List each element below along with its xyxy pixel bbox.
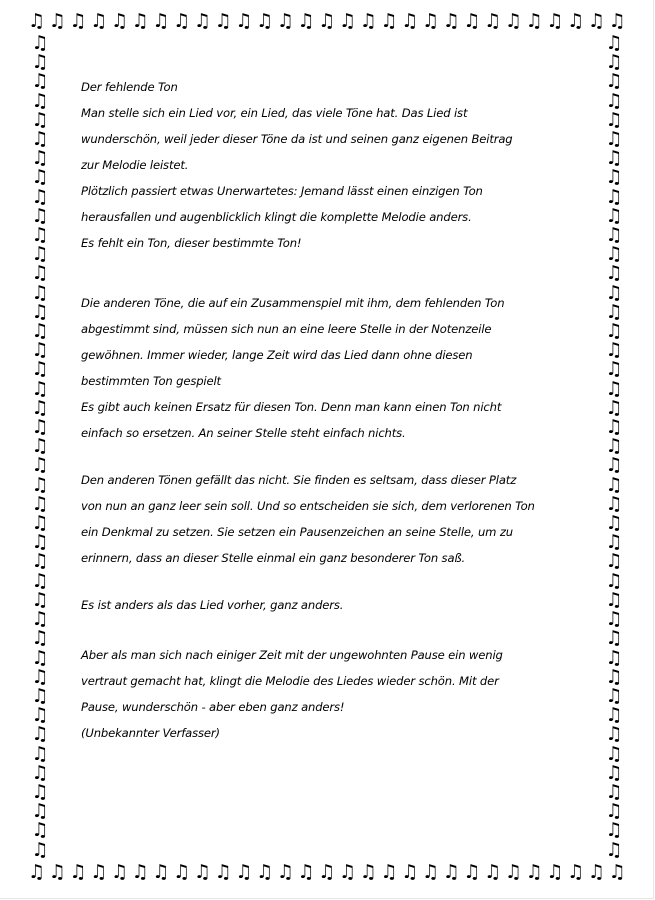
- music-note-icon: ♫: [605, 646, 623, 669]
- music-note-icon: ♫: [605, 377, 623, 400]
- music-note-icon: ♫: [605, 742, 623, 765]
- music-note-icon: ♫: [31, 416, 49, 439]
- music-note-icon: ♫: [31, 377, 49, 400]
- music-note-icon: ♫: [401, 860, 419, 883]
- music-note-icon: ♫: [31, 320, 49, 343]
- music-note-icon: ♫: [31, 34, 49, 54]
- music-note-icon: ♫: [605, 147, 623, 170]
- music-note-icon: ♫: [401, 9, 419, 32]
- paragraph-3: [81, 467, 581, 571]
- music-note-icon: ♫: [31, 185, 49, 208]
- music-note-icon: ♫: [276, 9, 294, 32]
- paragraph-1: [81, 100, 581, 256]
- music-note-icon: ♫: [605, 723, 623, 746]
- text-line: Pause, wunderschön - aber eben ganz anders!: [81, 700, 345, 714]
- music-note-icon: ♫: [339, 9, 357, 32]
- text-line: wunderschön, weil jeder dieser Töne da ist und seinen ganz eigenen Beitrag: [81, 132, 513, 146]
- text-line: Die anderen Töne, die auf ein Zusammenspiel mit ihm, dem fehlenden Ton: [81, 296, 505, 310]
- music-note-icon: ♫: [152, 860, 170, 883]
- music-note-icon: ♫: [173, 9, 191, 32]
- music-note-icon: ♫: [318, 9, 336, 32]
- music-note-icon: ♫: [605, 800, 623, 823]
- music-note-icon: ♫: [31, 550, 49, 573]
- music-note-icon: ♫: [297, 860, 315, 883]
- music-note-icon: ♫: [31, 684, 49, 707]
- music-note-icon: ♫: [31, 838, 49, 860]
- text-line: herausfallen und augenblicklich klingt die komplette Melodie anders.: [81, 210, 472, 224]
- border-top: [28, 9, 626, 33]
- music-note-icon: ♫: [605, 224, 623, 247]
- music-note-icon: ♫: [31, 339, 49, 362]
- border-bottom: [28, 860, 626, 884]
- music-note-icon: ♫: [421, 9, 439, 32]
- music-note-icon: ♫: [605, 396, 623, 419]
- music-note-icon: ♫: [152, 9, 170, 32]
- music-note-icon: ♫: [484, 860, 502, 883]
- music-note-icon: ♫: [214, 860, 232, 883]
- music-note-icon: ♫: [193, 9, 211, 32]
- text-line: bestimmten Ton gespielt: [81, 374, 221, 388]
- paragraph-2: [81, 290, 581, 446]
- border-right: [602, 34, 626, 860]
- music-note-icon: ♫: [608, 860, 626, 883]
- music-note-icon: ♫: [31, 780, 49, 803]
- music-note-icon: ♫: [31, 358, 49, 381]
- music-note-icon: ♫: [235, 9, 253, 32]
- music-note-icon: ♫: [605, 34, 623, 54]
- document-body: [81, 74, 581, 746]
- music-note-icon: ♫: [131, 9, 149, 32]
- music-note-icon: ♫: [605, 550, 623, 573]
- music-note-icon: ♫: [69, 860, 87, 883]
- music-note-icon: ♫: [605, 262, 623, 285]
- music-note-icon: ♫: [605, 416, 623, 439]
- music-note-icon: ♫: [31, 224, 49, 247]
- music-note-icon: ♫: [339, 860, 357, 883]
- music-note-icon: ♫: [605, 608, 623, 631]
- music-note-icon: ♫: [31, 588, 49, 611]
- music-note-icon: ♫: [605, 89, 623, 112]
- music-note-icon: ♫: [380, 9, 398, 32]
- music-note-icon: ♫: [31, 204, 49, 227]
- music-note-icon: ♫: [463, 860, 481, 883]
- music-note-icon: ♫: [131, 860, 149, 883]
- text-line: Es ist anders als das Lied vorher, ganz anders.: [81, 598, 344, 612]
- music-note-icon: ♫: [173, 860, 191, 883]
- music-note-icon: ♫: [31, 473, 49, 496]
- music-note-icon: ♫: [31, 51, 49, 74]
- text-line: von nun an ganz leer sein soll. Und so entscheiden sie sich, dem verlorenen Ton: [81, 499, 535, 513]
- music-note-icon: ♫: [31, 531, 49, 554]
- text-line: Man stelle sich ein Lied vor, ein Lied, das viele Töne hat. Das Lied ist: [81, 106, 468, 120]
- music-note-icon: ♫: [31, 761, 49, 784]
- music-note-icon: ♫: [605, 435, 623, 458]
- music-note-icon: ♫: [605, 70, 623, 93]
- music-note-icon: ♫: [31, 608, 49, 631]
- music-note-icon: ♫: [605, 300, 623, 323]
- music-note-icon: ♫: [605, 569, 623, 592]
- music-note-icon: ♫: [31, 492, 49, 515]
- text-line: abgestimmt sind, müssen sich nun an eine leere Stelle in der Notenzeile: [81, 322, 492, 336]
- music-note-icon: ♫: [110, 860, 128, 883]
- music-note-icon: ♫: [605, 838, 623, 860]
- music-note-icon: ♫: [605, 204, 623, 227]
- music-note-icon: ♫: [31, 569, 49, 592]
- music-note-icon: ♫: [31, 128, 49, 151]
- music-note-icon: ♫: [28, 860, 46, 883]
- music-note-icon: ♫: [525, 860, 543, 883]
- paragraph-5: [81, 642, 581, 746]
- music-note-icon: ♫: [31, 723, 49, 746]
- music-note-icon: ♫: [605, 492, 623, 515]
- music-note-icon: ♫: [605, 665, 623, 688]
- music-note-icon: ♫: [587, 9, 605, 32]
- music-note-icon: ♫: [31, 396, 49, 419]
- music-note-icon: ♫: [605, 166, 623, 189]
- music-note-icon: ♫: [567, 860, 585, 883]
- music-note-icon: ♫: [297, 9, 315, 32]
- music-note-icon: ♫: [605, 684, 623, 707]
- border-left: [28, 34, 52, 860]
- music-note-icon: ♫: [605, 128, 623, 151]
- paragraph-4: [81, 592, 581, 618]
- music-note-icon: ♫: [546, 860, 564, 883]
- music-note-icon: ♫: [69, 9, 87, 32]
- music-note-icon: ♫: [546, 9, 564, 32]
- music-note-icon: ♫: [31, 800, 49, 823]
- music-note-icon: ♫: [31, 281, 49, 304]
- music-note-icon: ♫: [605, 473, 623, 496]
- music-note-icon: ♫: [605, 761, 623, 784]
- music-note-icon: ♫: [567, 9, 585, 32]
- music-note-icon: ♫: [605, 588, 623, 611]
- music-note-icon: ♫: [504, 9, 522, 32]
- text-line: ein Denkmal zu setzen. Sie setzen ein Pausenzeichen an seine Stelle, um zu: [81, 525, 513, 539]
- music-note-icon: ♫: [48, 9, 66, 32]
- text-line: gewöhnen. Immer wieder, lange Zeit wird das Lied dann ohne diesen: [81, 348, 473, 362]
- music-note-icon: ♫: [605, 358, 623, 381]
- music-note-icon: ♫: [31, 742, 49, 765]
- music-note-icon: ♫: [31, 108, 49, 131]
- music-note-icon: ♫: [421, 860, 439, 883]
- music-note-icon: ♫: [605, 339, 623, 362]
- music-note-icon: ♫: [31, 627, 49, 650]
- music-note-icon: ♫: [31, 435, 49, 458]
- music-note-icon: ♫: [276, 860, 294, 883]
- author-credit: (Unbekannter Verfasser): [81, 726, 220, 740]
- music-note-icon: ♫: [193, 860, 211, 883]
- music-note-icon: ♫: [214, 9, 232, 32]
- music-note-icon: ♫: [463, 9, 481, 32]
- music-note-icon: ♫: [31, 166, 49, 189]
- music-note-icon: ♫: [31, 819, 49, 842]
- music-note-icon: ♫: [605, 819, 623, 842]
- music-note-icon: ♫: [359, 9, 377, 32]
- music-note-icon: ♫: [605, 780, 623, 803]
- music-note-icon: ♫: [31, 704, 49, 727]
- music-note-icon: ♫: [235, 860, 253, 883]
- text-line: Aber als man sich nach einiger Zeit mit der ungewohnten Pause ein wenig: [81, 648, 503, 662]
- text-line: Plötzlich passiert etwas Unerwartetes: Jemand lässt einen einzigen Ton: [81, 184, 483, 198]
- music-note-icon: ♫: [442, 860, 460, 883]
- music-note-icon: ♫: [608, 9, 626, 32]
- music-note-icon: ♫: [31, 70, 49, 93]
- text-line: erinnern, dass an dieser Stelle einmal ein ganz besonderer Ton saß.: [81, 551, 466, 565]
- music-note-icon: ♫: [110, 9, 128, 32]
- music-note-icon: ♫: [31, 262, 49, 285]
- music-note-icon: ♫: [587, 860, 605, 883]
- music-note-icon: ♫: [31, 147, 49, 170]
- text-line: Es fehlt ein Ton, dieser bestimmte Ton!: [81, 236, 302, 250]
- music-note-icon: ♫: [318, 860, 336, 883]
- music-note-icon: ♫: [380, 860, 398, 883]
- music-note-icon: ♫: [605, 320, 623, 343]
- music-note-icon: ♫: [484, 9, 502, 32]
- text-line: einfach so ersetzen. An seiner Stelle steht einfach nichts.: [81, 426, 406, 440]
- music-note-icon: ♫: [605, 51, 623, 74]
- text-line: zur Melodie leistet.: [81, 158, 189, 172]
- music-note-icon: ♫: [605, 512, 623, 535]
- music-note-icon: ♫: [31, 665, 49, 688]
- text-line: Den anderen Tönen gefällt das nicht. Sie finden es seltsam, dass dieser Platz: [81, 473, 517, 487]
- music-note-icon: ♫: [605, 108, 623, 131]
- music-note-icon: ♫: [31, 300, 49, 323]
- music-note-icon: ♫: [442, 9, 460, 32]
- music-note-icon: ♫: [359, 860, 377, 883]
- text-line: vertraut gemacht hat, klingt die Melodie des Liedes wieder schön. Mit der: [81, 674, 499, 688]
- music-note-icon: ♫: [90, 860, 108, 883]
- music-note-icon: ♫: [605, 281, 623, 304]
- music-note-icon: ♫: [31, 454, 49, 477]
- music-note-icon: ♫: [504, 860, 522, 883]
- music-note-icon: ♫: [605, 243, 623, 266]
- text-line: Es gibt auch keinen Ersatz für diesen Ton. Denn man kann einen Ton nicht: [81, 400, 502, 414]
- music-note-icon: ♫: [90, 9, 108, 32]
- music-note-icon: ♫: [48, 860, 66, 883]
- music-note-icon: ♫: [28, 9, 46, 32]
- music-note-icon: ♫: [525, 9, 543, 32]
- music-note-icon: ♫: [31, 646, 49, 669]
- music-note-icon: ♫: [605, 454, 623, 477]
- music-note-icon: ♫: [605, 704, 623, 727]
- music-note-icon: ♫: [31, 512, 49, 535]
- music-note-icon: ♫: [31, 89, 49, 112]
- music-note-icon: ♫: [256, 9, 274, 32]
- music-note-icon: ♫: [605, 531, 623, 554]
- music-note-icon: ♫: [605, 185, 623, 208]
- document-title: Der fehlende Ton: [81, 80, 178, 94]
- music-note-icon: ♫: [605, 627, 623, 650]
- music-note-icon: ♫: [31, 243, 49, 266]
- music-note-icon: ♫: [256, 860, 274, 883]
